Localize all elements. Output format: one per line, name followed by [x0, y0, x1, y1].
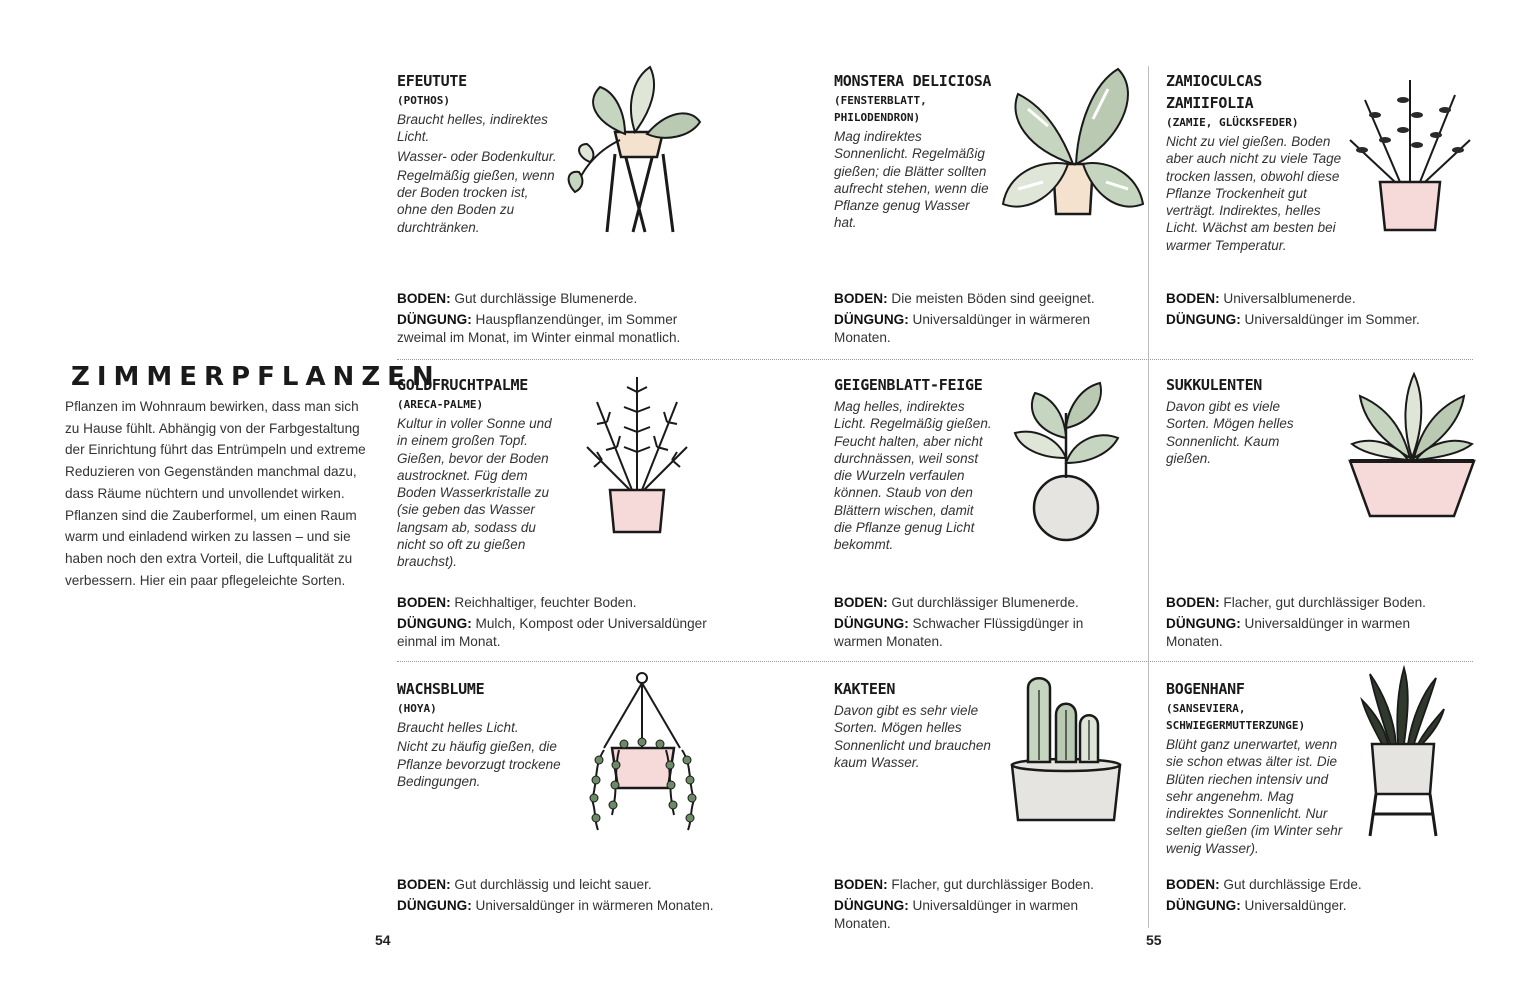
desc-line: Nicht zu häufig gießen, die Pflanze bevorzugt trockene Bedingungen. — [397, 739, 561, 789]
desc-line: Kultur in voller Sonne und in einem großen Topf. Gießen, bevor der Boden austrocknet. Füg dem Boden Wasserkristalle zu (sie geben das Wasser langsam ab, sodass du nicht so oft zu gießen brauchst). — [397, 416, 552, 570]
duengung-value: Schwacher Flüssigdünger in warmen Monaten. — [834, 616, 1084, 649]
desc-line: Wasser- oder Bodenkultur. — [397, 148, 557, 164]
boden-label: BODEN: — [1166, 877, 1220, 892]
plant-name: ZAMIOCULCAS ZAMIIFOLIA — [1166, 72, 1263, 112]
duengung-value: Hauspflanzendünger, im Sommer zweimal im Monat, im Winter einmal monatlich. — [397, 312, 681, 345]
plant-care-facts — [1166, 290, 1466, 333]
duengung-label: DÜNGUNG: — [397, 312, 472, 328]
plant-entry-efeutute — [397, 70, 559, 236]
plant-care-facts — [1166, 594, 1466, 654]
boden-label: BODEN: — [397, 595, 451, 610]
page-title: ZIMMERPFLANZEN — [71, 362, 441, 392]
boden-label: BODEN: — [397, 877, 451, 892]
page-number-left: 54 — [375, 932, 391, 948]
plant-care-facts — [834, 594, 1134, 654]
plant-alt-name: (ZAMIE, GLÜCKSFEDER) — [1166, 116, 1299, 129]
plant-name: GOLDFRUCHTPALME — [397, 376, 528, 394]
duengung-label: DÜNGUNG: — [397, 898, 472, 914]
plant-alt-name: (ARECA-PALME) — [397, 398, 484, 411]
desc-line: Mag helles, indirektes Licht. Regelmäßig gießen. Feucht halten, aber nicht durchnässen, weil sonst die Wurzeln verfaulen können. Staub von den Blättern wischen, damit die Pflanze genug Licht bekommt. — [834, 399, 992, 553]
row-divider — [397, 359, 1473, 360]
boden-value: Universalblumenerde. — [1223, 291, 1356, 306]
plant-name: EFEUTUTE — [397, 72, 467, 90]
plant-alt-name: (POTHOS) — [397, 94, 450, 107]
plant-name: GEIGENBLATT-FEIGE — [834, 376, 983, 394]
cactus-plant-icon — [1006, 670, 1126, 832]
plant-care-facts — [397, 594, 717, 654]
plant-name: MONSTERA DELICIOSA — [834, 72, 992, 90]
row-divider — [397, 661, 1473, 662]
plant-name: BOGENHANF — [1166, 680, 1245, 698]
duengung-value: Universaldünger in wärmeren Monaten. — [475, 898, 714, 914]
desc-line: Blüht ganz unerwartet, wenn sie schon etwas älter ist. Die Blüten riechen intensiv und sehr angenehm. Mag indirektes Sonnenlicht. Nur selten gießen (im Winter sehr wenig Wasser). — [1166, 737, 1343, 856]
plant-description — [397, 415, 562, 571]
plant-alt-name: (FENSTERBLATT, PHILODENDRON) — [834, 94, 927, 124]
plant-care-facts — [834, 876, 1134, 936]
pothos-plant-icon — [555, 62, 705, 240]
plant-alt-name: (HOYA) — [397, 702, 437, 715]
plant-entry-kakteen — [834, 678, 994, 771]
desc-line: Davon gibt es viele Sorten. Mögen helles Sonnenlicht. Kaum gießen. — [1166, 399, 1294, 466]
plant-care-facts — [1166, 876, 1466, 919]
plant-care-facts — [397, 876, 757, 919]
boden-value: Gut durchlässiger Blumenerde. — [891, 595, 1079, 610]
plant-alt-name: (SANSEVIERA, SCHWIEGERMUTTERZUNGE) — [1166, 702, 1306, 732]
plant-entry-goldfruchtpalme — [397, 374, 562, 571]
plant-entry-sukkulenten — [1166, 374, 1316, 467]
hoya-hanging-plant-icon — [584, 670, 702, 840]
plant-care-facts — [834, 290, 1134, 350]
plant-description — [1166, 736, 1354, 857]
desc-line: Nicht zu viel gießen. Boden aber auch nicht zu viele Tage trocken lassen, obwohl diese Pflanze Trockenheit gut verträgt. Indirektes, helles Licht. Wächst am besten bei warmer Temperatur. — [1166, 134, 1342, 253]
desc-line: Mag indirektes Sonnenlicht. Regelmäßig gießen; die Blätter sollten aufrecht stehen, wenn die Pflanze genug Wasser hat. — [834, 129, 989, 231]
plant-entry-zamioculcas — [1166, 70, 1346, 254]
duengung-value: Universaldünger in warmen Monaten. — [1166, 616, 1411, 649]
monstera-plant-icon — [998, 64, 1148, 230]
boden-value: Flacher, gut durchlässiger Boden. — [891, 877, 1094, 892]
boden-value: Reichhaltiger, feuchter Boden. — [454, 595, 637, 610]
duengung-value: Universaldünger. — [1244, 898, 1347, 914]
plant-description — [1166, 398, 1316, 467]
boden-value: Gut durchlässige Blumenerde. — [454, 291, 638, 306]
boden-label: BODEN: — [397, 291, 451, 306]
duengung-value: Universaldünger in warmen Monaten. — [834, 898, 1079, 931]
desc-line: Davon gibt es sehr viele Sorten. Mögen helles Sonnenlicht und brauchen kaum Wasser. — [834, 703, 991, 770]
desc-line: Braucht helles, indirektes Licht. — [397, 112, 548, 145]
boden-label: BODEN: — [834, 291, 888, 306]
plant-care-facts — [397, 290, 727, 350]
boden-value: Gut durchlässig und leicht sauer. — [454, 877, 652, 892]
duengung-label: DÜNGUNG: — [397, 616, 472, 632]
snake-plant-icon — [1360, 664, 1446, 842]
plant-description — [1166, 133, 1346, 254]
boden-label: BODEN: — [1166, 595, 1220, 610]
duengung-value: Mulch, Kompost oder Universaldünger einmal im Monat. — [397, 616, 707, 649]
plant-entry-monstera — [834, 70, 994, 232]
boden-label: BODEN: — [834, 877, 888, 892]
plant-description — [397, 719, 562, 790]
plant-name: KAKTEEN — [834, 680, 896, 698]
desc-line: Braucht helles Licht. — [397, 720, 519, 735]
plant-description — [834, 702, 994, 771]
boden-label: BODEN: — [834, 595, 888, 610]
duengung-label: DÜNGUNG: — [834, 898, 909, 914]
duengung-label: DÜNGUNG: — [1166, 616, 1241, 632]
boden-value: Flacher, gut durchlässiger Boden. — [1223, 595, 1426, 610]
plant-entry-bogenhanf — [1166, 678, 1354, 857]
plant-description — [834, 398, 994, 554]
zamioculcas-plant-icon — [1340, 70, 1480, 240]
duengung-value: Universaldünger in wärmeren Monaten. — [834, 312, 1091, 345]
succulent-plant-icon — [1342, 366, 1482, 526]
boden-label: BODEN: — [1166, 291, 1220, 306]
palm-plant-icon — [582, 372, 692, 542]
plant-entry-geigenblatt-feige — [834, 374, 994, 554]
intro-text: Pflanzen im Wohnraum bewirken, dass man sich zu Hause fühlt. Abhängig von der Farbgestaltung der Einrichtung führt das Entrümpeln und extreme Reduzieren von Gegenständen manchmal dazu, dass Räume nüchtern und unvollendet wirken. Pflanzen sind die Zauberformel, um einen Raum warm und einladend wirken zu lassen – und sie haben noch den extra Vorteil, die Luftqualität zu verbessern. Hier ein paar pflegeleichte Sorten. — [65, 399, 366, 588]
fig-plant-icon — [1010, 378, 1122, 546]
duengung-label: DÜNGUNG: — [834, 616, 909, 632]
duengung-label: DÜNGUNG: — [1166, 312, 1241, 328]
boden-value: Gut durchlässige Erde. — [1223, 877, 1362, 892]
duengung-label: DÜNGUNG: — [834, 312, 909, 328]
boden-value: Die meisten Böden sind geeignet. — [891, 291, 1095, 306]
plant-description — [834, 128, 994, 232]
page-number-right: 55 — [1146, 932, 1162, 948]
desc-line: Regelmäßig gießen, wenn der Boden trocken ist, ohne den Boden zu durchtränken. — [397, 167, 555, 235]
duengung-label: DÜNGUNG: — [1166, 898, 1241, 914]
duengung-value: Universaldünger im Sommer. — [1244, 312, 1420, 328]
plant-name: WACHSBLUME — [397, 680, 485, 698]
plant-description — [397, 111, 559, 236]
page-gutter-line — [1148, 66, 1149, 928]
plant-name: SUKKULENTEN — [1166, 376, 1263, 394]
plant-entry-wachsblume — [397, 678, 562, 790]
